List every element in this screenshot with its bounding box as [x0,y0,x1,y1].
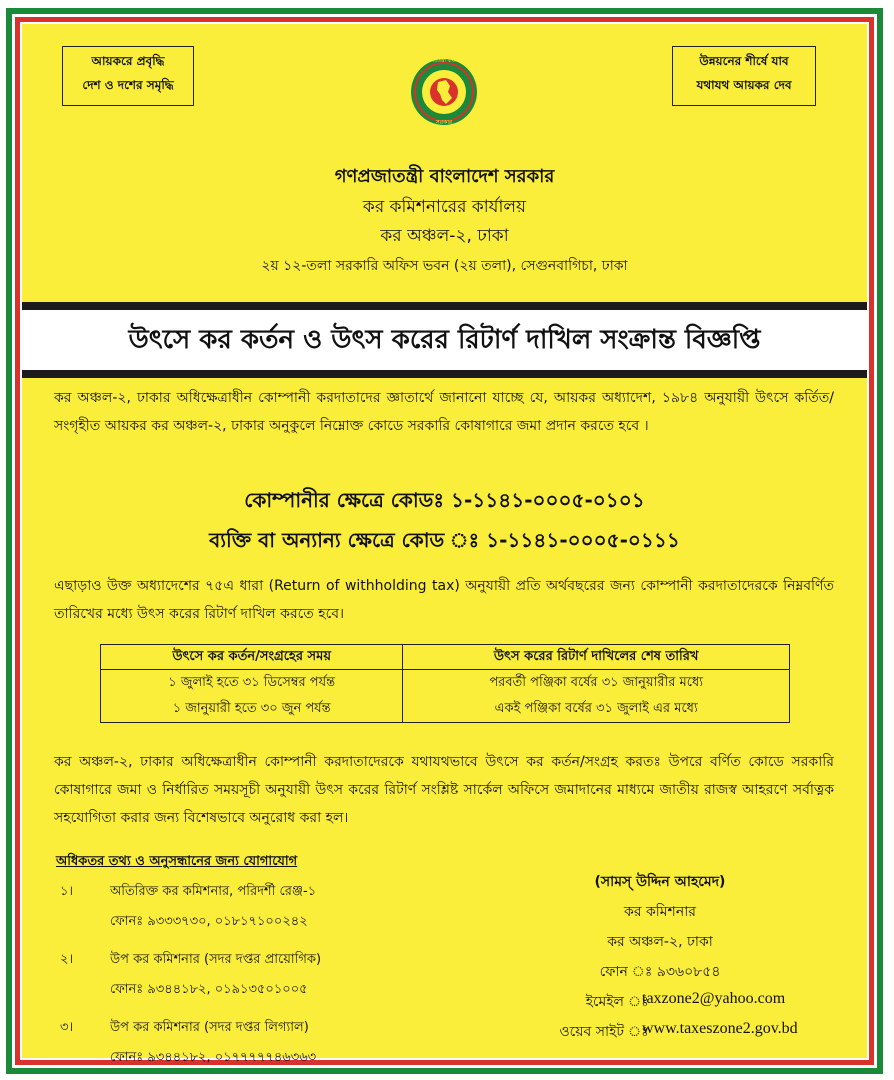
table-row [101,670,790,697]
signatory-phone: ফোন ঃ ৯৩৬০৮৫৪ [599,964,721,980]
slogan-right-box [672,46,816,106]
government-seal-icon [410,46,478,138]
government-name: গণপ্রজাতন্ত্রী বাংলাদেশ সরকার [334,166,555,187]
list-item [56,876,456,944]
email-link[interactable]: taxzone2@yahoo.com [642,990,786,1007]
table-header-period: উৎসে কর কর্তন/সংগ্রহের সময় [101,645,403,670]
list-item [56,1012,456,1080]
table-cell: পরবর্তী পঞ্জিকা বর্ষের ৩১ জানুয়ারীর মধ্যে [403,670,790,697]
email-separator: ঃ [628,994,649,1010]
seal-ring-text: গণপ্রজাতন্ত্রী বাংলাদেশ [421,58,467,64]
table-header-deadline: উৎস করের রিটার্ণ দাখিলের শেষ তারিখ [403,645,790,670]
slogan-left-line-1: আয়করে প্রবৃদ্ধি [91,54,165,68]
notice-title: উৎসে কর কর্তন ও উৎস করের রিটার্ণ দাখিল সংক্রান্ত বিজ্ঞপ্তি [22,310,867,370]
contact-role: উপ কর কমিশনার (সদর দপ্তর প্রায়োগিক) [110,952,322,967]
contact-heading: অধিকতর তথ্য ও অনুসন্ধানের জন্য যোগাযোগ [56,854,298,869]
zone-name: কর অঞ্চল-২, ঢাকা [380,226,509,246]
office-address: ২য় ১২-তলা সরকারি অফিস ভবন (২য় তলা), সেগুনবাগিচা, ঢাকা [261,258,628,274]
email-label: ইমেইল [585,994,624,1010]
slogan-left-box [62,46,194,106]
section-75a-paragraph: এছাড়াও উক্ত অধ্যাদেশের ৭৫এ ধারা (Return of withholding tax) অনুযায়ী প্রতি অর্থবছরের জন্য কোম্পানী করদাতাদেরকে নিম্নবর্ণিত তারিখের মধ্যে উৎস করের রিটার্ণ দাখিল করতে হবে। [54,578,834,622]
contact-phone: ফোনঃ ৯৩৪৪১৮২, ০১৯১৩৫০১০০৫ [110,982,308,997]
schedule-table [100,644,790,723]
intro-paragraph: কর অঞ্চল-২, ঢাকার অধিক্ষেত্রাধীন কোম্পানী করদাতাদের জ্ঞাতার্থে জানানো যাচ্ছে যে, আয়কর অধ্যাদেশ, ১৯৮৪ অনুযায়ী উৎসে কর্তিত/সংগৃহীত আয়কর কর অঞ্চল-২, ঢাকার অনুকুলে নিম্নোক্ত কোডে সরকারি কোষাগারে জমা প্রদান করতে হবে । [54,390,834,434]
slogan-right-line-1: উন্নয়নের শীর্ষে যাব [699,54,789,68]
table-cell: একই পঞ্জিকা বর্ষের ৩১ জুলাই এর মধ্যে [403,696,790,723]
website-label: ওয়েব সাইট [559,1024,624,1040]
signatory-name: (সামস্ উদ্দিন আহমেদ) [594,874,726,890]
slogan-right-line-2: যথাযথ আয়কর দেব [696,78,792,92]
table-cell: ১ জানুয়ারী হতে ৩০ জুন পর্যন্ত [101,696,403,723]
website-link[interactable]: www.taxeszone2.gov.bd [642,1020,798,1037]
contact-phone: ফোনঃ ৯৩৪৪১৮২, ০১৭৭৭৭৭৪৬৩৬৩ [110,1050,317,1065]
contact-role: অতিরিক্ত কর কমিশনার, পরিদর্শী রেঞ্জ-১ [110,884,317,899]
contact-role: উপ কর কমিশনার (সদর দপ্তর লিগ্যাল) [110,1020,309,1035]
signatory-zone: কর অঞ্চল-২, ঢাকা [607,934,713,950]
contact-number: ২। [60,952,74,967]
individual-code: ব্যক্তি বা অন্যান্য ক্ষেত্রে কোড ঃ ১-১১৪১-০০০৫-০১১১ [209,528,680,552]
company-code: কোম্পানীর ক্ষেত্রে কোডঃ ১-১১৪১-০০০৫-০১০১ [244,488,645,512]
seal-bottom-text: সরকার [435,119,453,126]
contact-list [56,876,456,1080]
contact-phone: ফোনঃ ৯৩৩৩৭৩০, ০১৮১৭১০০২৪২ [110,914,308,929]
slogan-left-line-2: দেশ ও দশের সমৃদ্ধি [82,78,174,92]
website-separator: ঃ [628,1024,649,1040]
table-cell: ১ জুলাই হতে ৩১ ডিসেম্বর পর্যন্ত [101,670,403,697]
signatory-title: কর কমিশনার [624,904,696,920]
table-row [101,696,790,723]
request-paragraph: কর অঞ্চল-২, ঢাকার অধিক্ষেত্রাধীন কোম্পানী করদাতাদেরকে যথাযথভাবে উৎসে কর কর্তন/সংগ্রহ করতঃ উপরে বর্ণিত কোডে সরকারি কোষাগারে জমা ও নির্ধারিত সময়সূচী অনুযায়ী উৎস করের রিটার্ণ সংশ্লিষ্ট সার্কেল অফিসে জমাদানের মাধ্যমে জাতীয় রাজস্ব আহরণে সর্বাত্নক সহযোগিতা করার জন্য বিশেষভাবে অনুরোধ করা হল। [54,754,834,826]
contact-number: ৩। [60,1020,74,1035]
notice-board [22,24,867,1065]
office-name: কর কমিশনারের কার্যালয় [362,197,527,217]
contact-number: ১। [60,884,74,899]
table-header-row [101,645,790,670]
list-item [56,944,456,1012]
